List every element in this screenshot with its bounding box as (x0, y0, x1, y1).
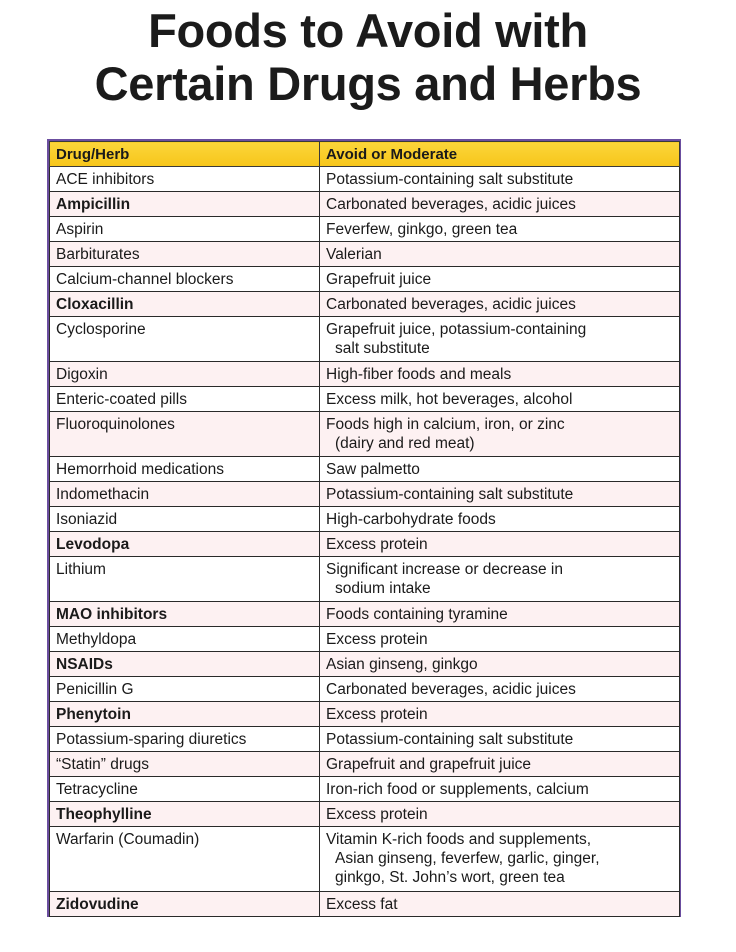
table-row (50, 482, 680, 507)
drug-food-table (49, 141, 680, 917)
avoid-cell (320, 827, 680, 892)
avoid-line: Potassium-containing salt substitute (326, 486, 574, 503)
drug-cell: Tetracycline (50, 777, 320, 802)
avoid-cell (320, 267, 680, 292)
avoid-line: Significant increase or decrease in (326, 561, 563, 578)
drug-cell: Indomethacin (50, 482, 320, 507)
avoid-cell (320, 192, 680, 217)
table-row (50, 752, 680, 777)
avoid-line: Carbonated beverages, acidic juices (326, 681, 576, 698)
avoid-line: Feverfew, ginkgo, green tea (326, 221, 518, 238)
avoid-line: Grapefruit juice, potassium-containing (326, 321, 587, 338)
avoid-line: Excess protein (326, 806, 428, 823)
drug-cell: NSAIDs (50, 652, 320, 677)
table-row (50, 292, 680, 317)
table-row (50, 362, 680, 387)
drug-cell: Isoniazid (50, 507, 320, 532)
table-row (50, 412, 680, 457)
avoid-line: ginkgo, St. John’s wort, green tea (335, 869, 565, 886)
avoid-line: Potassium-containing salt substitute (326, 731, 574, 748)
avoid-line: High-fiber foods and meals (326, 366, 512, 383)
avoid-cell (320, 777, 680, 802)
avoid-cell (320, 702, 680, 727)
avoid-cell (320, 677, 680, 702)
avoid-line: Excess fat (326, 896, 398, 913)
drug-cell: Potassium-sparing diuretics (50, 727, 320, 752)
avoid-cell (320, 482, 680, 507)
avoid-line: Saw palmetto (326, 461, 420, 478)
title-line-1: Foods to Avoid with (148, 4, 588, 57)
table-row (50, 217, 680, 242)
avoid-cell (320, 242, 680, 267)
avoid-cell (320, 167, 680, 192)
avoid-cell (320, 217, 680, 242)
avoid-line: Potassium-containing salt substitute (326, 171, 574, 188)
drug-cell: Zidovudine (50, 892, 320, 917)
drug-cell: Fluoroquinolones (50, 412, 320, 457)
avoid-cell (320, 627, 680, 652)
avoid-cell (320, 892, 680, 917)
table-row (50, 532, 680, 557)
drug-cell: Lithium (50, 557, 320, 602)
avoid-line: Grapefruit juice (326, 271, 432, 288)
avoid-cell (320, 317, 680, 362)
drug-cell: Methyldopa (50, 627, 320, 652)
drug-cell: Calcium-channel blockers (50, 267, 320, 292)
table-row (50, 192, 680, 217)
avoid-cell (320, 802, 680, 827)
avoid-line: Carbonated beverages, acidic juices (326, 196, 576, 213)
drug-cell: Enteric-coated pills (50, 387, 320, 412)
header-avoid-moderate: Avoid or Moderate (320, 142, 680, 167)
drug-cell: Cyclosporine (50, 317, 320, 362)
avoid-line: Asian ginseng, ginkgo (326, 656, 478, 673)
table-row (50, 892, 680, 917)
title-line-2: Certain Drugs and Herbs (94, 57, 642, 110)
drug-cell: Penicillin G (50, 677, 320, 702)
avoid-line: High-carbohydrate foods (326, 511, 496, 528)
table-row (50, 167, 680, 192)
header-drug-herb: Drug/Herb (50, 142, 320, 167)
avoid-cell (320, 532, 680, 557)
table-row (50, 652, 680, 677)
table-header-row (50, 142, 680, 167)
drug-cell: “Statin” drugs (50, 752, 320, 777)
drug-cell: Barbiturates (50, 242, 320, 267)
avoid-line: salt substitute (335, 340, 430, 357)
avoid-line: Excess milk, hot beverages, alcohol (326, 391, 573, 408)
avoid-line: Foods containing tyramine (326, 606, 508, 623)
drug-cell: MAO inhibitors (50, 602, 320, 627)
avoid-cell (320, 652, 680, 677)
drug-cell: Theophylline (50, 802, 320, 827)
drug-cell: Hemorrhoid medications (50, 457, 320, 482)
avoid-line: Excess protein (326, 631, 428, 648)
table-row (50, 677, 680, 702)
table-row (50, 727, 680, 752)
drug-cell: Phenytoin (50, 702, 320, 727)
table-row (50, 557, 680, 602)
table-frame (47, 139, 681, 917)
avoid-line: sodium intake (335, 580, 431, 597)
table-row (50, 457, 680, 482)
table-row (50, 507, 680, 532)
avoid-cell (320, 752, 680, 777)
table-row (50, 627, 680, 652)
table-body (50, 167, 680, 917)
drug-cell: Ampicillin (50, 192, 320, 217)
table-row (50, 602, 680, 627)
avoid-line: Asian ginseng, feverfew, garlic, ginger, (335, 850, 600, 867)
table-row (50, 702, 680, 727)
avoid-line: Foods high in calcium, iron, or zinc (326, 416, 565, 433)
avoid-line: Grapefruit and grapefruit juice (326, 756, 532, 773)
avoid-cell (320, 292, 680, 317)
avoid-line: (dairy and red meat) (335, 435, 475, 452)
avoid-cell (320, 412, 680, 457)
avoid-line: Iron-rich food or supplements, calcium (326, 781, 589, 798)
table-row (50, 267, 680, 292)
drug-cell: Cloxacillin (50, 292, 320, 317)
avoid-line: Excess protein (326, 706, 428, 723)
table-row (50, 242, 680, 267)
drug-cell: Digoxin (50, 362, 320, 387)
table-row (50, 827, 680, 892)
drug-cell: Warfarin (Coumadin) (50, 827, 320, 892)
avoid-cell (320, 362, 680, 387)
avoid-cell (320, 727, 680, 752)
avoid-line: Valerian (326, 246, 382, 263)
table-row (50, 802, 680, 827)
avoid-line: Vitamin K-rich foods and supplements, (326, 831, 592, 848)
avoid-cell (320, 387, 680, 412)
table-row (50, 387, 680, 412)
avoid-cell (320, 557, 680, 602)
page-title (0, 4, 736, 110)
avoid-cell (320, 602, 680, 627)
table-row (50, 777, 680, 802)
drug-cell: Levodopa (50, 532, 320, 557)
avoid-line: Carbonated beverages, acidic juices (326, 296, 576, 313)
drug-cell: ACE inhibitors (50, 167, 320, 192)
drug-cell: Aspirin (50, 217, 320, 242)
table-row (50, 317, 680, 362)
avoid-cell (320, 457, 680, 482)
avoid-line: Excess protein (326, 536, 428, 553)
avoid-cell (320, 507, 680, 532)
